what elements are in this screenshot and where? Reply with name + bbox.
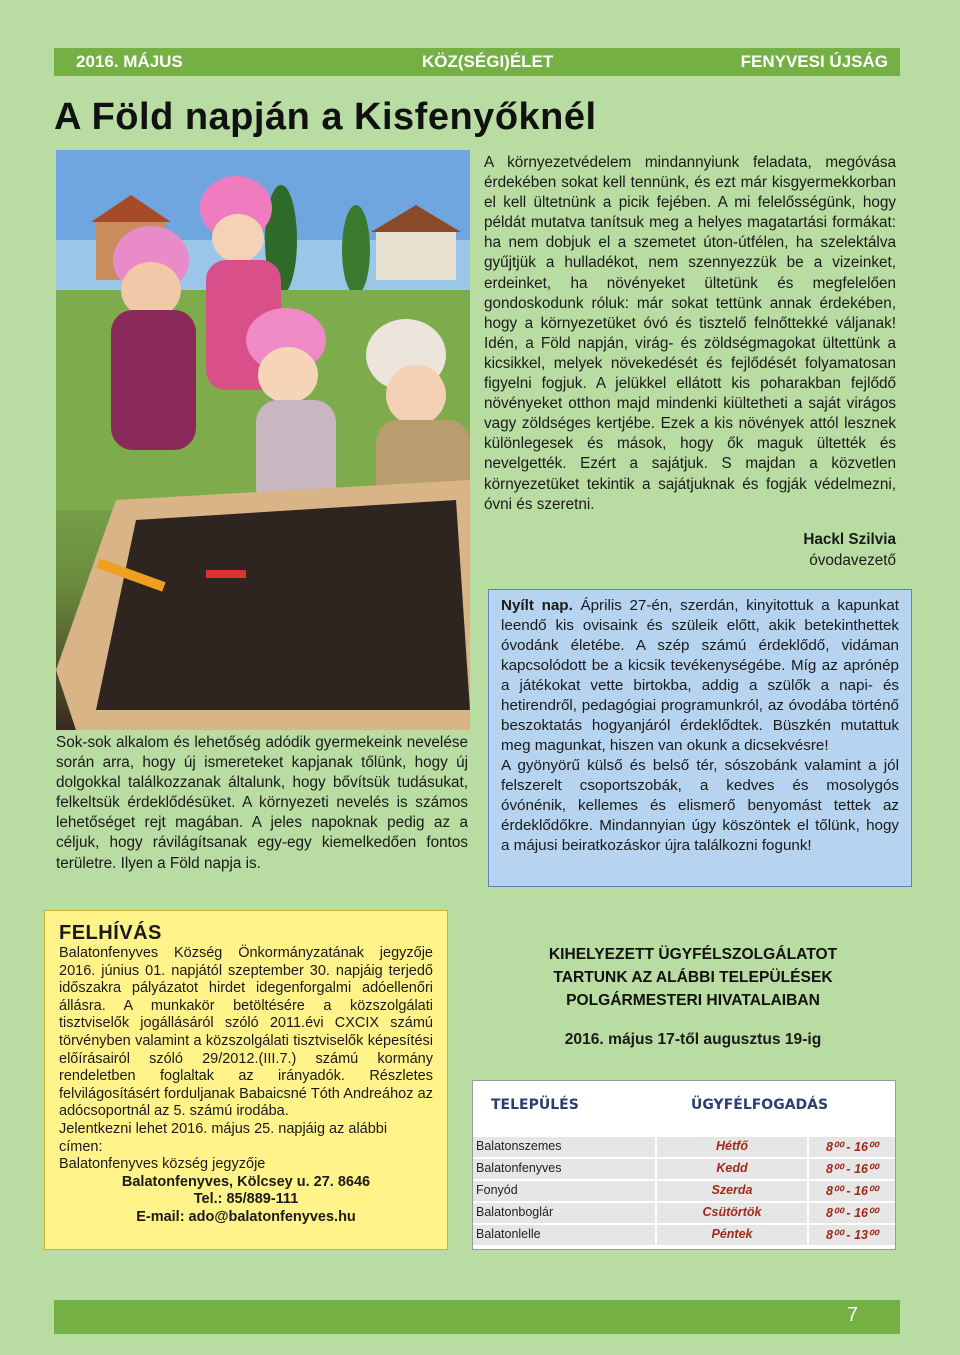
- article-title: A Föld napján a Kisfenyőknél: [54, 96, 597, 138]
- schedule-col-place: TELEPÜLÉS: [491, 1097, 579, 1113]
- schedule-place: Balatonfenyves: [473, 1159, 655, 1179]
- notice-body: Balatonfenyves Község Önkormányzatának jegyzője 2016. június 01. napjától szeptember 30. napjáig terjedő időszakra pályázatot hirdet idegenforgalmi adóellenőri állásra. A munkakör betöltésére a közszolgálati tisztviselők jogállásáról szóló 2011.évi CXCIX számú törvényben valamint a közszolgálati tisztviselők képesítési előírásairól szóló 29/2012.(III.7.) számú kormány rendeletben foglaltak az irányadók. Részletes felvilágosításért forduljanak Babaicsné Tóth Andreához az adócsoportnál az 5. számú irodába.: [59, 945, 433, 1120]
- notice-recipient: Balatonfenyves község jegyzője: [59, 1156, 266, 1173]
- table-row: [473, 1181, 895, 1201]
- open-day-lead: Nyílt nap.: [501, 597, 573, 614]
- job-notice-box: [44, 910, 448, 1250]
- notice-phone: Tel.: 85/889-111: [193, 1191, 299, 1208]
- table-row: [473, 1137, 895, 1157]
- schedule-time: 8⁰⁰ - 16⁰⁰: [809, 1137, 895, 1157]
- schedule-place: Balatonszemes: [473, 1137, 655, 1157]
- notice-deadline: Jelentkezni lehet 2016. május 25. napjáig az alábbi címen:: [59, 1120, 388, 1155]
- table-row: [473, 1225, 895, 1245]
- service-heading-line-1: KIHELYEZETT ÜGYFÉLSZOLGÁLATOT: [548, 946, 838, 963]
- intro-paragraph: A környezetvédelem mindannyiunk feladata, megóvása érdekében sokat kell tennünk, és ezt már kisgyermekkorban el kell ültetnünk a picik fejében. A mi felelősségünk, hogy példát mutatva tanítsuk meg a helyes magatartási formákat: ha nem dobjuk el a szemetet úton-útfélen, ha szelektálva gyűjtjük a hulladékot, nem szennyezzük be a vizeinket, erdeinket, ha növényeket ültetünk és megfelelően gondoskodunk róluk: már sokat tettünk annak érdekében, hogy a környezetüket óvó és tisztelő felnőttekké váljanak! Idén, a Föld napján, virág- és zöldségmagokat ültettünk a kicsikkel, melyek növekedését és fejlődését folyamatosan figyelni fogjuk. A jelükkel ellátott kis poharakban fejlődő növényeket otthon majd mindenki kiültetheti a saját virágos vagy zöldséges kertjébe. Ezek a kis növények attól lesznek különlegesek és mások, hogy ők maguk ültették és nevelgették. Ezért a sajátjuk. S majdan a közvetlen környezetüket tekintik a sajátjuknak és fogják védelmezni, óvni és szeretni.: [484, 154, 896, 513]
- service-heading-line-2: TARTUNK AZ ALÁBBI TELEPÜLÉSEK: [553, 969, 833, 986]
- schedule-day: Szerda: [657, 1181, 807, 1201]
- open-day-paragraph-2: A gyönyörű külső és belső tér, sószobánk valamint a jól felszerelt csoportszobák, a kedves és mosolygós óvónénik, kellemes és elismerő benyomást tettek az érdeklődőkre. Mindannyian úgy köszöntek el tőlünk, hogy a májusi beiratkozáskor újra találkozni fogunk!: [501, 757, 899, 854]
- open-day-text-1: Április 27-én, szerdán, kinyitottuk a kapunkat leendő kis ovisaink és szüleik előtt, akik betekinthettek óvodánk életébe. A szép számú érdeklődő, vidáman kapcsolódott be a kicsik tevékenységébe. Míg az aprónép a játékokat vette birtokba, addig a szülők a napi- és hetirendről, pedagógiai programunkról, az óvodába történő beszoktatás hogyanjáról érdeklődtek. Büszkén mutattuk meg magunkat, hiszen van okunk a dicsekvésre!: [501, 597, 899, 754]
- schedule-header: [473, 1081, 895, 1123]
- schedule-time: 8⁰⁰ - 16⁰⁰: [809, 1159, 895, 1179]
- children-planting-photo: [56, 150, 470, 730]
- footer-bar: [54, 1300, 900, 1334]
- publication-name: FENYVESI ÚJSÁG: [740, 52, 888, 71]
- service-heading: [486, 943, 900, 1012]
- author-role: óvodavezető: [809, 552, 896, 569]
- schedule-day: Hétfő: [657, 1137, 807, 1157]
- schedule-place: Fonyód: [473, 1181, 655, 1201]
- schedule-day: Kedd: [657, 1159, 807, 1179]
- section-name: KÖZ(SÉGI)ÉLET: [422, 52, 554, 71]
- service-heading-line-3: POLGÁRMESTERI HIVATALAIBAN: [566, 992, 820, 1009]
- header-bar: [54, 48, 900, 76]
- schedule-place: Balatonlelle: [473, 1225, 655, 1245]
- schedule-time: 8⁰⁰ - 13⁰⁰: [809, 1225, 895, 1245]
- schedule-day: Csütörtök: [657, 1203, 807, 1223]
- open-day-paragraph-1: [501, 596, 899, 756]
- schedule-day: Péntek: [657, 1225, 807, 1245]
- notice-heading: FELHÍVÁS: [59, 922, 162, 944]
- issue-date: 2016. MÁJUS: [76, 52, 183, 71]
- author-name: Hackl Szilvia: [803, 531, 896, 548]
- notice-email: E-mail: ado@balatonfenyves.hu: [136, 1208, 356, 1225]
- schedule-place: Balatonboglár: [473, 1203, 655, 1223]
- table-row: [473, 1159, 895, 1179]
- schedule-time: 8⁰⁰ - 16⁰⁰: [809, 1181, 895, 1201]
- photo-illustration: [56, 150, 470, 730]
- page-number: 7: [846, 1304, 858, 1326]
- notice-address: Balatonfenyves, Kölcsey u. 27. 8646: [121, 1173, 371, 1190]
- service-schedule-table: [472, 1080, 896, 1250]
- service-dates: 2016. május 17-től augusztus 19-ig: [564, 1031, 822, 1048]
- schedule-col-hours: ÜGYFÉLFOGADÁS: [691, 1097, 829, 1113]
- open-day-box: [488, 589, 912, 887]
- earth-day-paragraph: Sok-sok alkalom és lehetőség adódik gyermekeink nevelése során arra, hogy új ismereteket kapjanak tőlünk, hogy új dolgokkal találkozzanak általunk, hogy bővítsük tudásukat, felkeltsük érdeklődésüket. A környezeti nevelés is számos lehetőséget rejt magában. A jeles napoknak pedig az a céljuk, hogy rávilágítsanak egy-egy kiemelkedően fontos területre. Ilyen a Föld napja is.: [56, 734, 468, 872]
- schedule-time: 8⁰⁰ - 16⁰⁰: [809, 1203, 895, 1223]
- table-row: [473, 1203, 895, 1223]
